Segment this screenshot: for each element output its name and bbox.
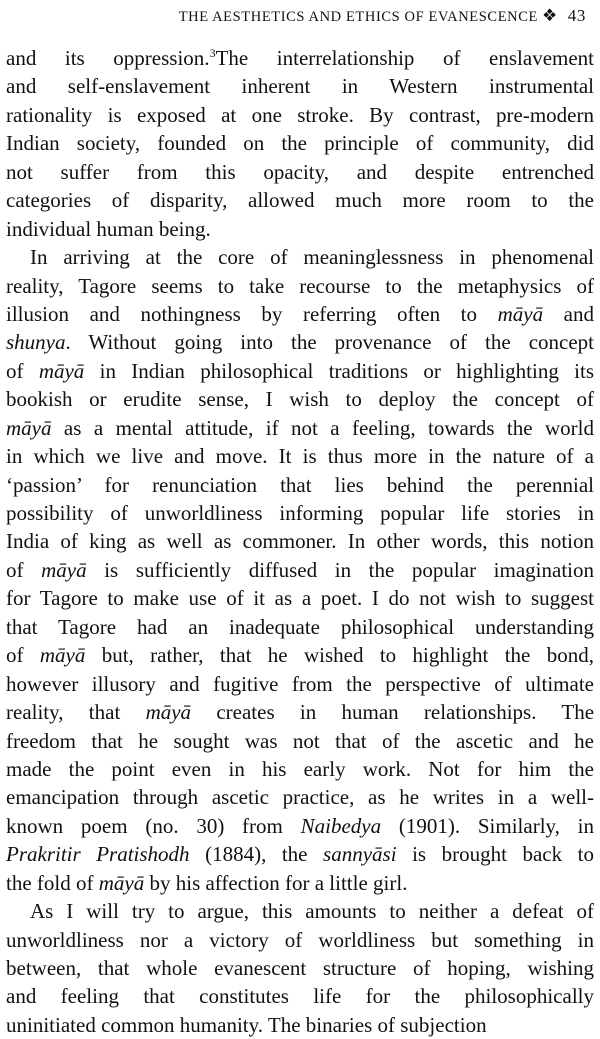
text-line (6, 527, 594, 555)
text-run: and self-enslavement inherent in Western instrumental (6, 74, 594, 99)
italic-term: Naibedya (300, 813, 382, 838)
text-run: of (6, 557, 42, 582)
italic-term: sannyāsi (323, 842, 397, 867)
text-run: in which we live and move. It is thus more in the nature of a (6, 444, 594, 469)
text-run: of (6, 643, 40, 668)
text-line (6, 215, 594, 243)
text-run: unworldliness nor a victory of worldliness but something in (6, 927, 594, 952)
ornament-icon: ❖ (541, 6, 558, 25)
text-line (6, 101, 594, 129)
text-run: for Tagore to make use of it as a poet. I do not wish to suggest (6, 586, 594, 611)
text-run: As I will try to argue, this amounts to neither a defeat of (30, 899, 594, 924)
text-line (6, 897, 594, 925)
text-line (6, 641, 594, 669)
text-line (6, 414, 594, 442)
text-line (6, 442, 594, 470)
text-run: that Tagore had an inadequate philosophical understanding (6, 614, 594, 639)
text-run: by his affection for a little girl. (144, 870, 408, 895)
italic-term: māyā (497, 301, 544, 326)
text-run: creates in human relationships. The (191, 700, 594, 725)
text-line (6, 727, 594, 755)
text-run: and its oppression. (6, 46, 210, 70)
italic-term: shunya (6, 330, 66, 355)
text-run: not suffer from this opacity, and despite entrenched (6, 159, 594, 184)
text-run: illusion and nothingness by referring often to (6, 301, 498, 326)
text-run: bookish or erudite sense, I wish to deploy the concept of (6, 387, 594, 412)
text-run: made the point even in his early work. Not for him the (6, 756, 594, 781)
paragraph (6, 44, 594, 243)
text-line (6, 783, 594, 811)
text-line (6, 328, 594, 356)
text-line (6, 584, 594, 612)
text-run: and feeling that constitutes life for the philosophically (6, 984, 594, 1009)
text-line (6, 812, 594, 840)
text-run: categories of disparity, allowed much more room to the (6, 188, 594, 213)
text-run: between, that whole evanescent structure of hoping, wishing (6, 956, 594, 980)
paragraph (6, 897, 594, 1039)
text-line (6, 840, 594, 868)
text-line (6, 357, 594, 385)
italic-term: Prakritir Pratishodh (6, 842, 190, 867)
text-line (6, 755, 594, 783)
text-run: freedom that he sought was not that of the ascetic and he (6, 728, 594, 753)
text-run: India of king as well as commoner. In other words, this notion (6, 529, 594, 554)
italic-term: māyā (6, 415, 52, 440)
text-run: is brought back to (396, 842, 594, 867)
text-run: (1884), the (189, 842, 324, 867)
text-run: Indian society, founded on the principle of community, did (6, 131, 594, 156)
text-run: . Without going into the provenance of the concept (65, 330, 594, 355)
paragraph (6, 243, 594, 897)
text-run: reality, Tagore seems to take recourse to the metaphysics of (6, 273, 594, 298)
text-run: emancipation through ascetic practice, as he writes in a well- (6, 785, 594, 810)
text-run: and (543, 301, 594, 326)
text-line (6, 613, 594, 641)
text-run: of (6, 358, 39, 383)
text-line (6, 698, 594, 726)
text-run: is sufficiently diffused in the popular imagination (86, 557, 594, 582)
text-line (6, 72, 594, 100)
running-head (179, 6, 586, 26)
text-run: individual human being. (6, 216, 211, 241)
text-run: as a mental attitude, if not a feeling, towards the world (51, 415, 594, 440)
italic-term: māyā (41, 557, 87, 582)
text-run: possibility of unworldliness informing popular life stories in (6, 501, 594, 525)
text-line (6, 869, 594, 897)
italic-term: māyā (145, 700, 192, 725)
text-run: In arriving at the core of meaninglessness in phenomenal (30, 245, 594, 270)
text-run: reality, that (6, 700, 146, 725)
text-run: uninitiated common humanity. The binaries of subjection (6, 1012, 487, 1037)
text-line (6, 243, 594, 271)
italic-term: māyā (38, 358, 85, 383)
text-run: however illusory and fugitive from the perspective of ultimate (6, 671, 594, 696)
text-run: rationality is exposed at one stroke. By contrast, pre-modern (6, 102, 594, 127)
text-run: known poem (no. 30) from (6, 813, 301, 838)
text-line (6, 385, 594, 413)
body-text (6, 44, 594, 1039)
text-line (6, 186, 594, 214)
text-line (6, 556, 594, 584)
footnote-marker: 3 (209, 46, 216, 60)
running-title: THE AESTHETICS AND ETHICS OF EVANESCENCE (178, 9, 538, 25)
text-line (6, 499, 594, 527)
text-run: in Indian philosophical traditions or highlighting its (84, 358, 594, 383)
text-line (6, 670, 594, 698)
text-line (6, 926, 594, 954)
text-run: ‘passion’ for renunciation that lies behind the perennial (6, 472, 594, 497)
text-line (6, 471, 594, 499)
italic-term: māyā (98, 870, 145, 895)
text-line (6, 954, 594, 982)
text-run: (1901). Similarly, in (381, 813, 594, 838)
text-run: the fold of (6, 870, 99, 895)
text-line (6, 44, 594, 72)
text-line (6, 158, 594, 186)
text-line (6, 272, 594, 300)
text-line (6, 300, 594, 328)
text-run: but, rather, that he wished to highlight the bond, (85, 643, 594, 668)
text-line (6, 129, 594, 157)
text-line (6, 1011, 594, 1039)
italic-term: māyā (39, 643, 86, 668)
page-number: 43 (567, 6, 586, 25)
text-run: The interrelationship of enslavement (215, 46, 594, 70)
text-line (6, 982, 594, 1010)
